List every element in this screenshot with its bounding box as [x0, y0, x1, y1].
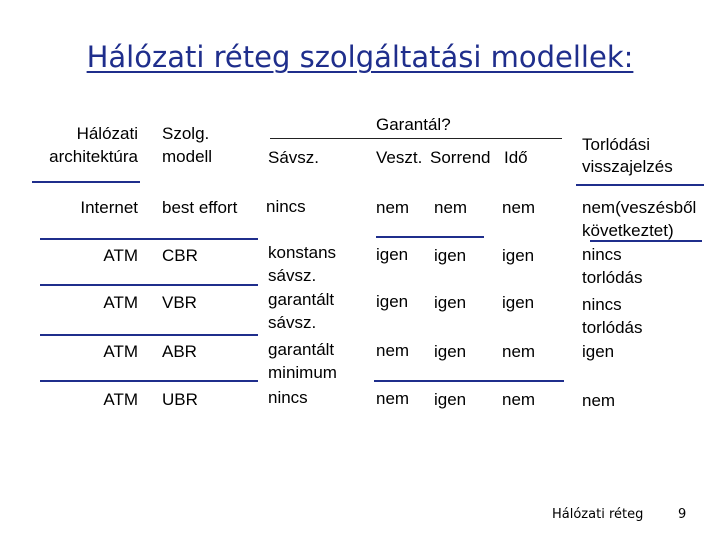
- footer-label: Hálózati réteg: [552, 507, 644, 522]
- row-rule-4-mid: [374, 380, 564, 382]
- row-rule-4-left: [40, 380, 258, 382]
- row-3-order: igen: [434, 293, 467, 312]
- row-5-loss: nem: [376, 389, 410, 408]
- header-loss: Veszt.: [376, 148, 423, 167]
- row-2-congestion-line2: torlódás: [582, 268, 643, 287]
- row-1-architecture: Internet: [80, 198, 138, 217]
- row-5-architecture: ATM: [103, 390, 138, 409]
- guarantees-rule: [270, 138, 562, 139]
- row-3-congestion-line2: torlódás: [582, 318, 643, 337]
- slide-title: Hálózati réteg szolgáltatási modellek:: [86, 40, 634, 74]
- row-1-congestion-line1: nem(veszésből: [582, 198, 697, 217]
- row-rule-3-left: [40, 334, 258, 336]
- row-2-loss: igen: [376, 245, 409, 264]
- row-1-timing: nem: [502, 198, 536, 217]
- row-3-timing: igen: [502, 293, 535, 312]
- header-model-line2: modell: [162, 147, 213, 166]
- row-4-bandwidth-line2: minimum: [268, 363, 337, 382]
- row-3-model: VBR: [162, 293, 197, 312]
- row-1-model: best effort: [162, 198, 238, 217]
- row-2-bandwidth-line1: konstans: [268, 243, 337, 262]
- header-rule-architecture: [32, 181, 140, 183]
- page-number: 9: [678, 507, 687, 522]
- row-2-timing: igen: [502, 246, 535, 265]
- row-5-model: UBR: [162, 390, 198, 409]
- row-4-congestion: igen: [582, 342, 615, 361]
- header-rule-congestion: [576, 184, 704, 186]
- row-3-bandwidth-line1: garantált: [268, 290, 335, 309]
- header-architecture-line2: architektúra: [49, 147, 138, 166]
- row-4-order: igen: [434, 342, 467, 361]
- row-3-architecture: ATM: [103, 293, 138, 312]
- row-3-bandwidth-line2: sávsz.: [268, 313, 317, 332]
- row-2-bandwidth-line2: sávsz.: [268, 266, 317, 285]
- header-congestion-line1: Torlódási: [582, 135, 651, 154]
- row-2-model: CBR: [162, 246, 198, 265]
- row-5-order: igen: [434, 390, 467, 409]
- header-architecture-line1: Hálózati: [76, 124, 138, 143]
- row-rule-2-left: [40, 284, 258, 286]
- header-timing: Idő: [504, 148, 528, 167]
- header-model-line1: Szolg.: [162, 124, 210, 143]
- row-5-bandwidth: nincs: [268, 388, 308, 407]
- header-congestion-line2: visszajelzés: [582, 157, 673, 176]
- row-2-order: igen: [434, 246, 467, 265]
- row-4-architecture: ATM: [103, 342, 138, 361]
- row-1-loss: nem: [376, 198, 410, 217]
- row-1-order: nem: [434, 198, 468, 217]
- row-5-congestion: nem: [582, 391, 616, 410]
- row-4-bandwidth-line1: garantált: [268, 340, 335, 359]
- row-1-bandwidth: nincs: [266, 197, 306, 216]
- row-4-model: ABR: [162, 342, 197, 361]
- row-rule-1-left: [40, 238, 258, 240]
- row-5-timing: nem: [502, 390, 536, 409]
- header-guarantees: Garantál?: [376, 115, 451, 134]
- row-2-congestion-line1: nincs: [582, 245, 622, 264]
- row-2-architecture: ATM: [103, 246, 138, 265]
- row-4-timing: nem: [502, 342, 536, 361]
- row-4-loss: nem: [376, 341, 410, 360]
- row-rule-1-mid: [376, 236, 484, 238]
- row-3-loss: igen: [376, 292, 409, 311]
- header-order: Sorrend: [430, 148, 491, 167]
- row-1-congestion-line2: következtet): [582, 221, 674, 240]
- row-3-congestion-line1: nincs: [582, 295, 622, 314]
- header-bandwidth: Sávsz.: [268, 148, 320, 167]
